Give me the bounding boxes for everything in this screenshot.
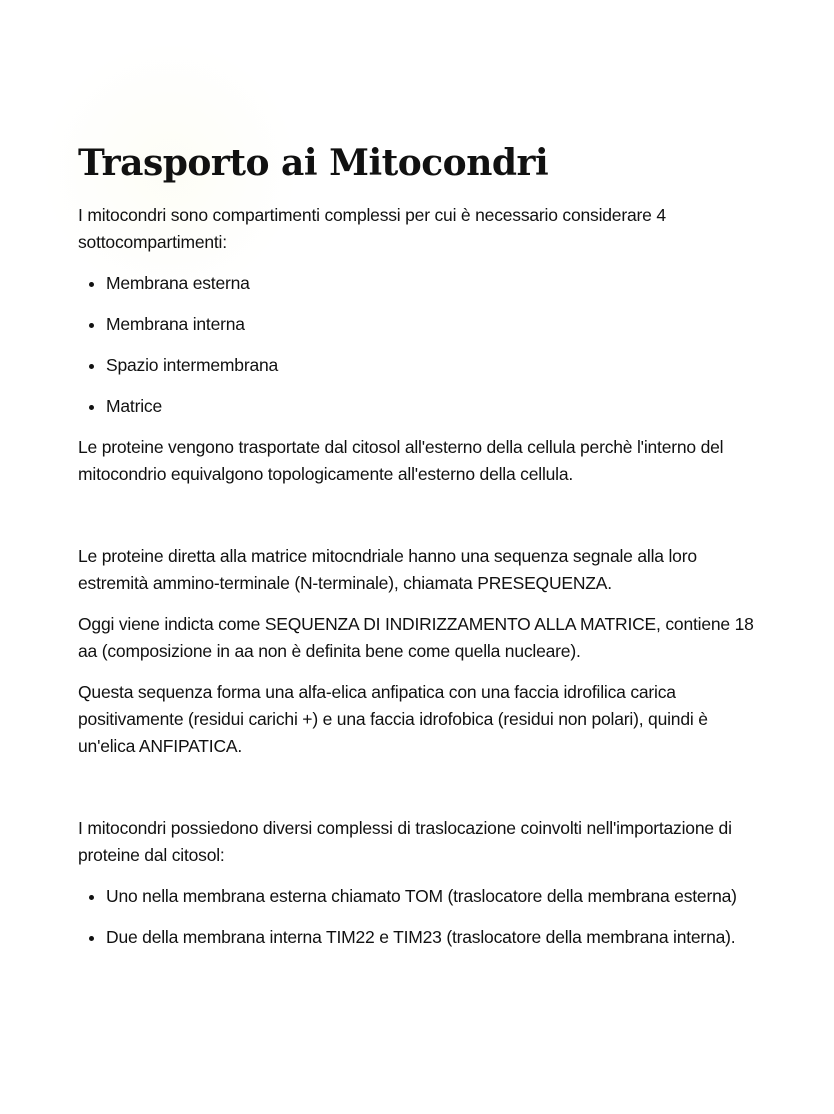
list-item: • Due della membrana interna TIM22 e TIM23 (traslocatore della membrana interna). [106, 924, 768, 951]
list-item: • Uno nella membrana esterna chiamato TOM (traslocatore della membrana esterna) [106, 883, 768, 910]
document-body [78, 138, 768, 965]
complex-list [78, 883, 768, 951]
list-item: • Matrice [106, 393, 768, 420]
paragraph-intro: I mitocondri sono compartimenti complessi per cui è necessario considerare 4 sottocompartimenti: [78, 205, 666, 252]
paragraph-helix: Questa sequenza forma una alfa-elica anfipatica con una faccia idrofilica carica positivamente (residui carichi +) e una faccia idrofobica (residui non polari), quindi è un'elica ANFIPATICA. [78, 682, 708, 756]
paragraph-today: Oggi viene indicta come SEQUENZA DI INDIRIZZAMENTO ALLA MATRICE, contiene 18 aa (composizione in aa non è definita bene come quella nucleare). [78, 614, 754, 661]
paragraph-presequence: Le proteine diretta alla matrice mitocndriale hanno una sequenza segnale alla loro estremità ammino-terminale (N-terminale), chiamata PRESEQUENZA. [78, 546, 697, 593]
paragraph-complexes: I mitocondri possiedono diversi complessi di traslocazione coinvolti nell'importazione di proteine dal citosol: [78, 818, 732, 865]
paragraph-topology: Le proteine vengono trasportate dal citosol all'esterno della cellula perchè l'interno del mitocondrio equivalgono topologicamente all'esterno della cellula. [78, 437, 724, 484]
list-item: • Spazio intermembrana [106, 352, 768, 379]
subcompartment-list [78, 270, 768, 420]
list-item: • Membrana esterna [106, 270, 768, 297]
page-title: Trasporto ai Mitocondri [78, 142, 549, 184]
list-item: • Membrana interna [106, 311, 768, 338]
